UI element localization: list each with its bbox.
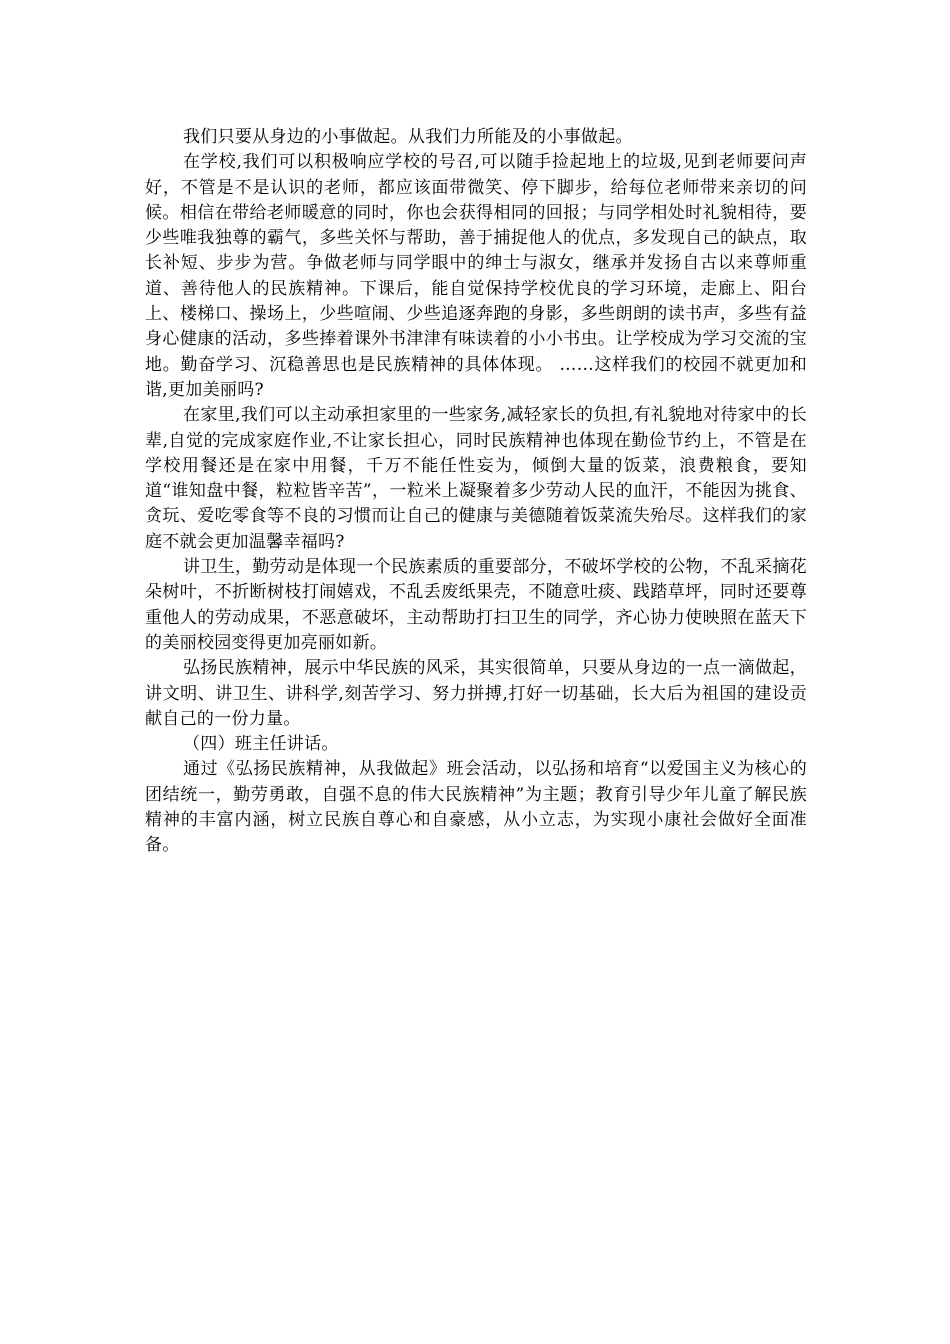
section-heading-teacher-speech: （四）班主任讲话。	[183, 734, 339, 755]
paragraph-conclusion: 通过《弘扬民族精神，从我做起》班会活动，以弘扬和培育“以爱国主义为核心的团结统一，勤劳勇敢，自强不息的伟大民族精神”为主题；教育引导少年儿童了解民族精神的丰富内涵，树立民族自尊心和自豪感，从小立志，为实现小康社会做好全面准备。	[145, 759, 807, 856]
paragraph-intro: 我们只要从身边的小事做起。从我们力所能及的小事做起。	[183, 127, 633, 147]
document-body	[145, 125, 807, 859]
paragraph-school: 在学校,我们可以积极响应学校的号召,可以随手捡起地上的垃圾,见到老师要问声好，不管是不是认识的老师，都应该面带微笑、停下脚步，给每位老师带来亲切的问候。相信在带给老师暖意的同时，你也会获得相同的回报；与同学相处时礼貌相待，要少些唯我独尊的霸气，多些关怀与帮助，善于捕捉他人的优点，多发现自己的缺点，取长补短、步步为营。争做老师与同学眼中的绅士与淑女，继承并发扬自古以来尊师重道、善待他人的民族精神。下课后，能自觉保持学校优良的学习环境，走廊上、阳台上、楼梯口、操场上，少些喧闹、少些追逐奔跑的身影，多些朗朗的读书声，多些有益身心健康的活动，多些捧着课外书津津有味读着的小小书虫。让学校成为学习交流的宝地。勤奋学习、沉稳善思也是民族精神的具体体现。 ……这样我们的校园不就更加和谐,更加美丽吗?	[145, 152, 807, 400]
paragraph-home: 在家里,我们可以主动承担家里的一些家务,减轻家长的负担,有礼貌地对待家中的长辈,自觉的完成家庭作业,不让家长担心，同时民族精神也体现在勤俭节约上，不管是在学校用餐还是在家中用餐，千万不能任性妄为，倾倒大量的饭菜，浪费粮食，要知道“谁知盘中餐，粒粒皆辛苦”，一粒米上凝聚着多少劳动人民的血汗，不能因为挑食、贪玩、爱吃零食等不良的习惯而让自己的健康与美德随着饭菜流失殆尽。这样我们的家庭不就会更加温馨幸福吗?	[145, 405, 807, 552]
paragraph-hygiene: 讲卫生，勤劳动是体现一个民族素质的重要部分，不破坏学校的公物，不乱采摘花朵树叶，不折断树枝打闹嬉戏，不乱丢废纸果壳，不随意吐痰、践踏草坪，同时还要尊重他人的劳动成果，不恶意破坏，主动帮助打扫卫生的同学，齐心协力使映照在蓝天下的美丽校园变得更加亮丽如新。	[145, 557, 807, 653]
paragraph-spirit: 弘扬民族精神，展示中华民族的风采，其实很简单，只要从身边的一点一滴做起，讲文明、讲卫生、讲科学,刻苦学习、努力拼搏,打好一切基础，长大后为祖国的建设贡献自己的一份力量。	[145, 658, 807, 729]
